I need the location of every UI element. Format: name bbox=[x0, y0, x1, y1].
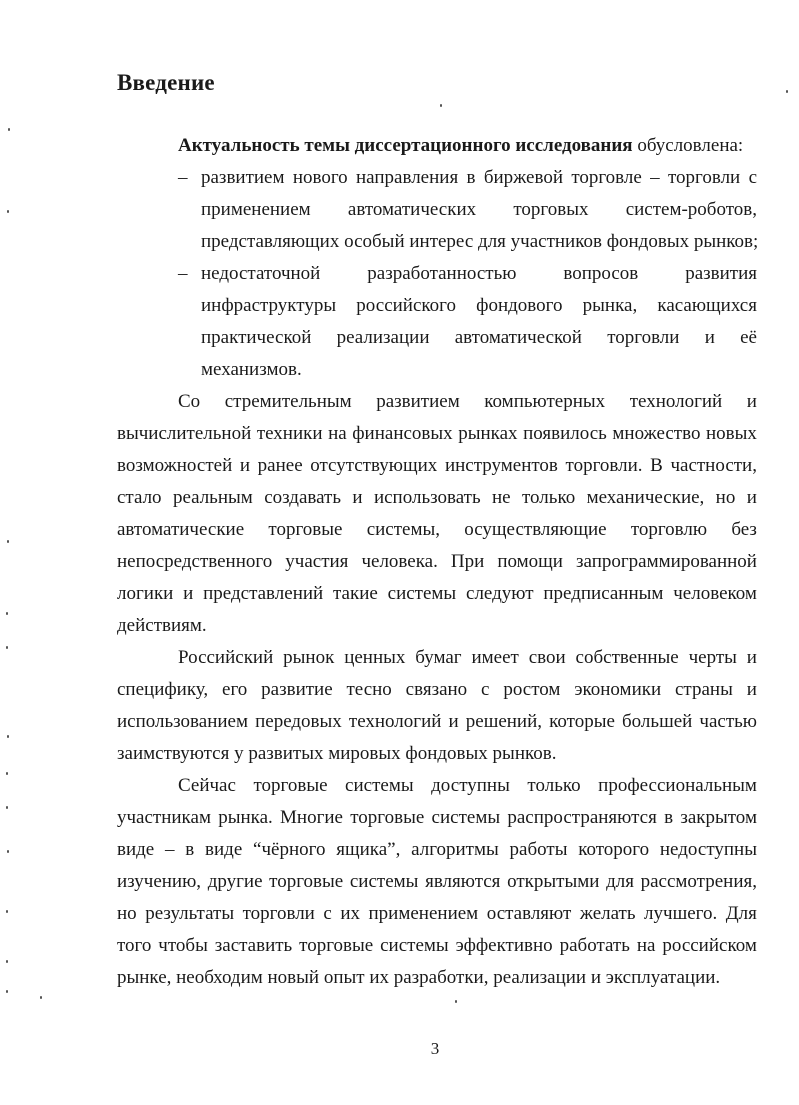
paragraph-line: виде – в виде “чёрного ящика”, алгоритмы работы которого недоступны bbox=[117, 839, 757, 860]
paragraph-line: непосредственного участия человека. При помощи запрограммированной bbox=[117, 551, 757, 572]
scan-speck bbox=[6, 806, 8, 809]
scan-speck bbox=[7, 735, 9, 738]
scan-speck bbox=[8, 128, 10, 131]
bullet-line: представляющих особый интерес для участников фондовых рынков; bbox=[201, 231, 759, 252]
paragraph-line: Российский рынок ценных бумаг имеет свои собственные черты и bbox=[178, 647, 757, 668]
bullet-line: развитием нового направления в биржевой торговле – торговли с bbox=[201, 167, 757, 188]
intro-bold-text: Актуальность темы диссертационного исследования bbox=[178, 135, 633, 156]
paragraph-line: участникам рынка. Многие торговые системы распространяются в закрытом bbox=[117, 807, 757, 828]
paragraph-line: вычислительной техники на финансовых рынках появилось множество новых bbox=[117, 423, 757, 444]
page-number: 3 bbox=[430, 1039, 440, 1058]
scan-speck bbox=[455, 1000, 457, 1003]
scan-speck bbox=[6, 910, 8, 913]
scan-speck bbox=[7, 850, 9, 853]
scan-speck bbox=[6, 646, 8, 649]
paragraph-line: логики и представлений такие системы следуют предписанным человеком bbox=[117, 583, 757, 604]
bullet-line: практической реализации автоматической торговли и её bbox=[201, 327, 757, 348]
paragraph-line: рынке, необходим новый опыт их разработки, реализации и эксплуатации. bbox=[117, 967, 721, 988]
paragraph-line: действиям. bbox=[117, 615, 207, 636]
paragraph-line: Сейчас торговые системы доступны только профессиональным bbox=[178, 775, 757, 796]
scan-speck bbox=[6, 960, 8, 963]
scan-speck bbox=[40, 996, 42, 999]
bullet-line: механизмов. bbox=[201, 359, 302, 380]
paragraph-line: Со стремительным развитием компьютерных технологий и bbox=[178, 391, 757, 412]
paragraph-line: того чтобы заставить торговые системы эффективно работать на российском bbox=[117, 935, 757, 956]
bullet-line: применением автоматических торговых систем-роботов, bbox=[201, 199, 757, 220]
section-heading: Введение bbox=[117, 70, 215, 95]
scan-speck bbox=[6, 612, 8, 615]
paragraph-line: но результаты торговли с их применением оставляют желать лучшего. Для bbox=[117, 903, 757, 924]
bullet-marker: – bbox=[178, 167, 188, 188]
scan-speck bbox=[6, 990, 8, 993]
paragraph-line: заимствуются у развитых мировых фондовых рынков. bbox=[117, 743, 557, 764]
paragraph-line: специфику, его развитие тесно связано с ростом экономики страны и bbox=[117, 679, 757, 700]
intro-rest-text: обусловлена: bbox=[632, 135, 744, 156]
paragraph-line: изучению, другие торговые системы являются открытыми для рассмотрения, bbox=[117, 871, 757, 892]
paragraph-line: возможностей и ранее отсутствующих инструментов торговли. В частности, bbox=[117, 455, 757, 476]
scan-speck bbox=[440, 104, 442, 107]
intro-line bbox=[178, 134, 743, 158]
scan-speck bbox=[7, 540, 9, 543]
scan-speck bbox=[786, 90, 788, 93]
scan-speck bbox=[7, 210, 9, 213]
bullet-line: недостаточной разработанностью вопросов развития bbox=[201, 263, 757, 284]
bullet-line: инфраструктуры российского фондового рынка, касающихся bbox=[201, 295, 757, 316]
bullet-marker: – bbox=[178, 263, 188, 284]
paragraph-line: использованием передовых технологий и решений, которые большей частью bbox=[117, 711, 757, 732]
paragraph-line: стало реальным создавать и использовать не только механические, но и bbox=[117, 487, 757, 508]
paragraph-line: автоматические торговые системы, осуществляющие торговлю без bbox=[117, 519, 757, 540]
scan-speck bbox=[6, 772, 8, 775]
